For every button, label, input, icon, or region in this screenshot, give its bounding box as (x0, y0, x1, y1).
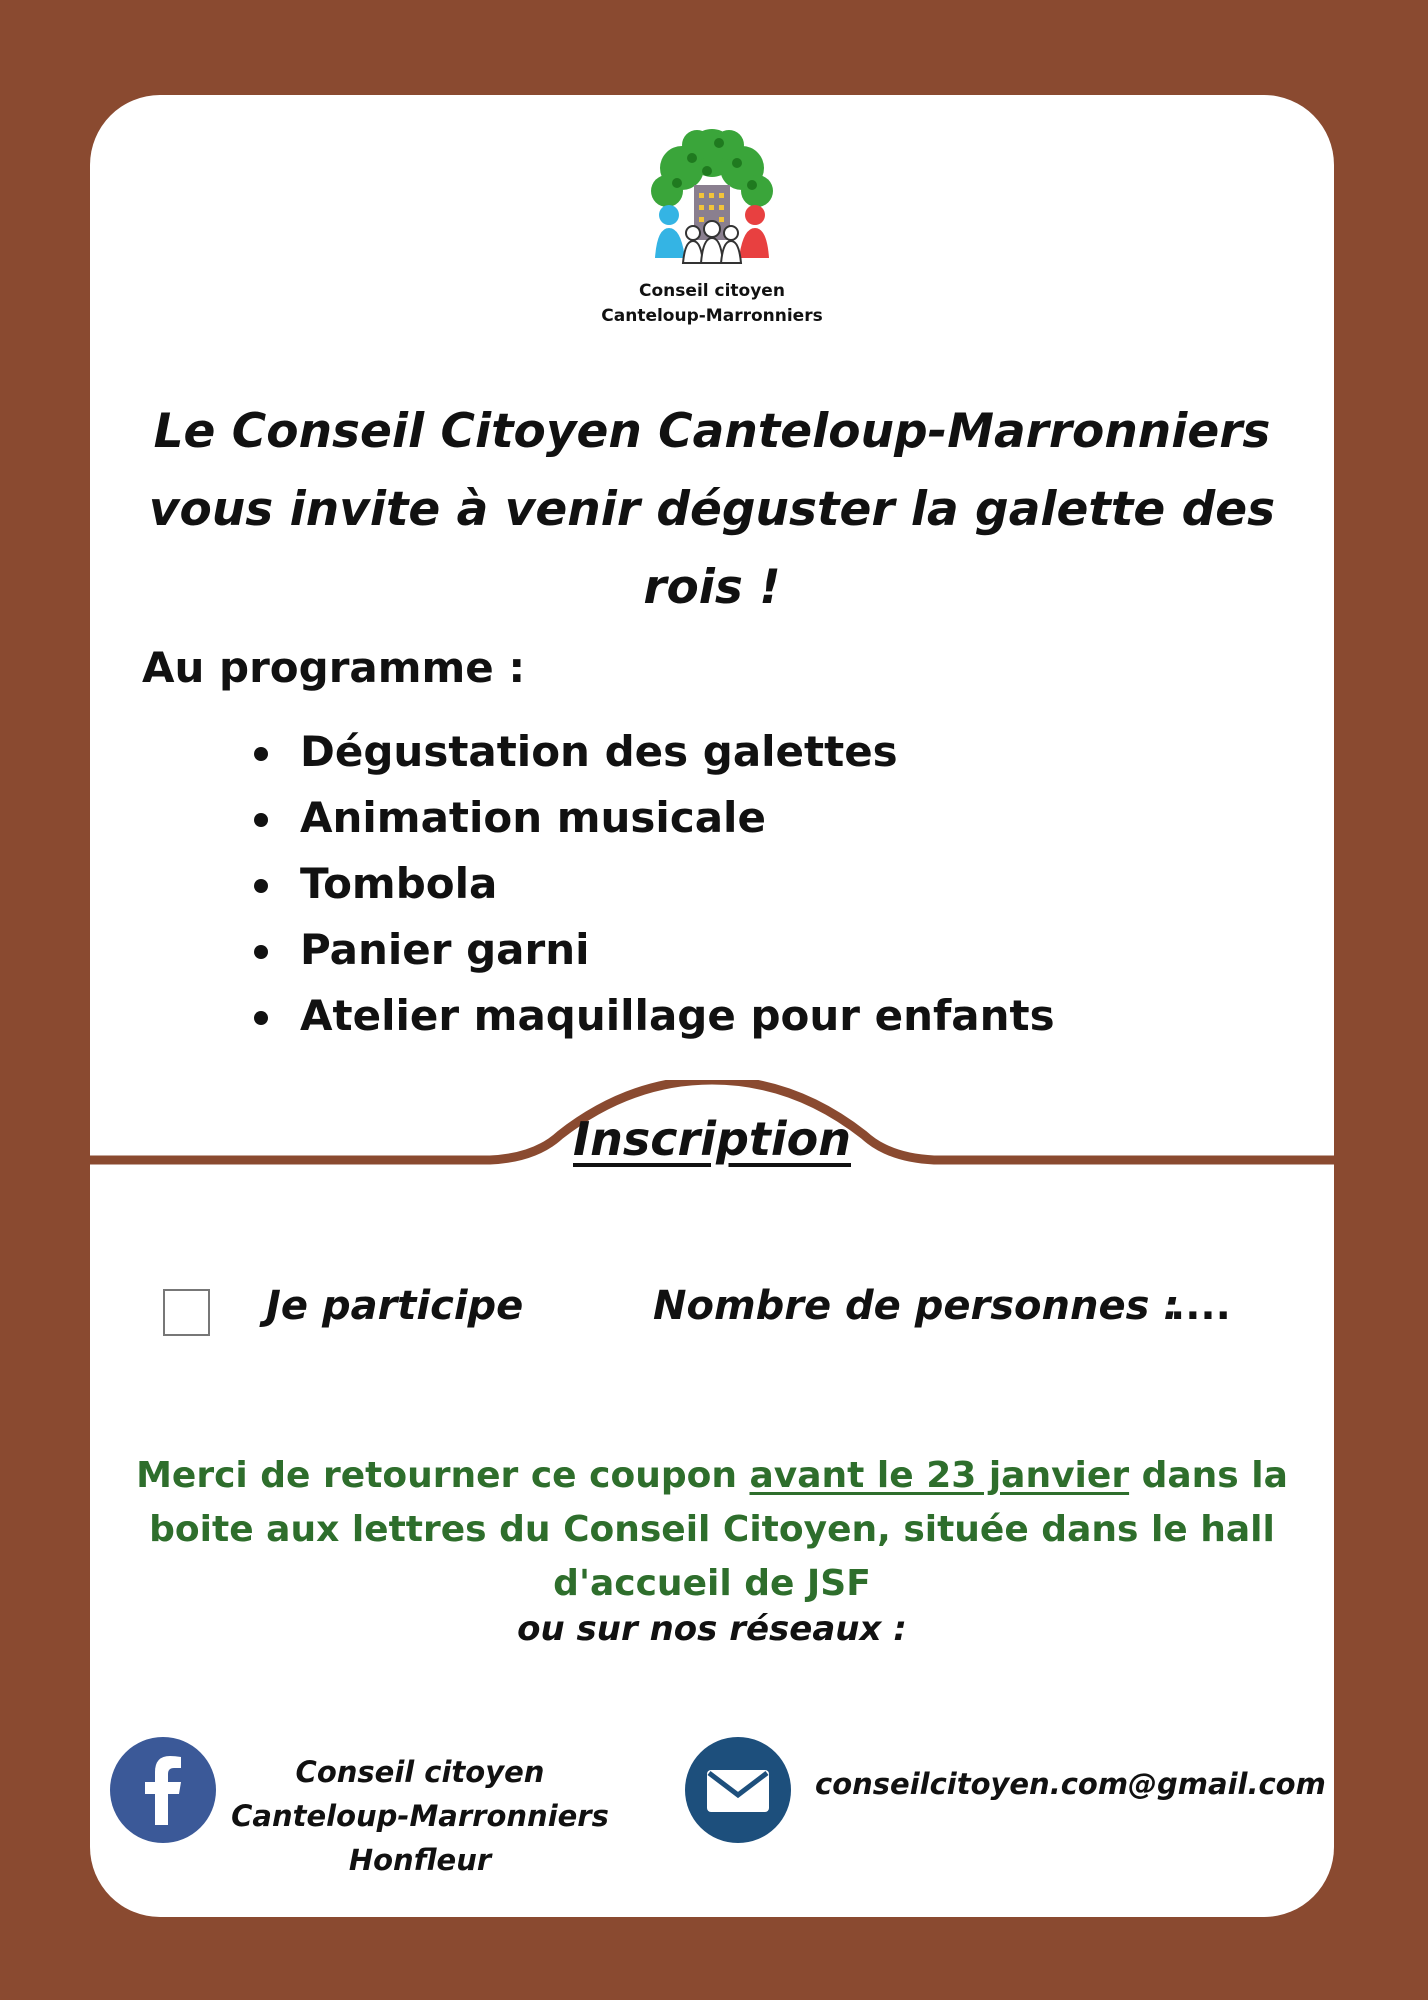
facebook-page-name: Conseil citoyen Canteloup-Marronniers Honfleur (231, 1755, 609, 1877)
logo-caption (601, 279, 822, 329)
participate-label: Je participe (266, 1283, 524, 1329)
tree-logo-icon (637, 123, 787, 273)
program-item: Panier garni (300, 917, 1055, 983)
networks-label: ou sur nos réseaux : (517, 1609, 907, 1649)
people-count-label: Nombre de personnes : (653, 1283, 1180, 1329)
program-list (300, 719, 1055, 1049)
logo-line-2: Canteloup-Marronniers (601, 306, 823, 326)
return-note-part-1: Merci de retourner ce coupon (136, 1455, 750, 1496)
participate-checkbox[interactable] (163, 1289, 210, 1336)
return-note (130, 1449, 1294, 1611)
deadline: avant le 23 janvier (749, 1455, 1130, 1496)
program-item: Tombola (300, 851, 1055, 917)
headline: Le Conseil Citoyen Canteloup-Marronniers vous invite à venir déguster la galette des rois ! (148, 404, 1276, 615)
logo-line-1: Conseil citoyen (639, 281, 785, 301)
return-note-part-2: dans la boite aux lettres du Conseil Citoyen, située dans le hall d'accueil de JSF (149, 1455, 1288, 1604)
program-item: Dégustation des galettes (300, 719, 1055, 785)
program-item: Animation musicale (300, 785, 1055, 851)
program-title: Au programme : (142, 643, 526, 692)
people-count-field[interactable]: .... (1170, 1283, 1231, 1329)
mail-icon[interactable] (685, 1737, 791, 1843)
facebook-icon[interactable] (110, 1737, 216, 1843)
flyer-card (90, 95, 1334, 1917)
program-item: Atelier maquillage pour enfants (300, 983, 1055, 1049)
logo (90, 123, 1334, 329)
email-address[interactable]: conseilcitoyen.com@gmail.com (815, 1767, 1326, 1801)
inscription-heading: Inscription (573, 1112, 851, 1166)
